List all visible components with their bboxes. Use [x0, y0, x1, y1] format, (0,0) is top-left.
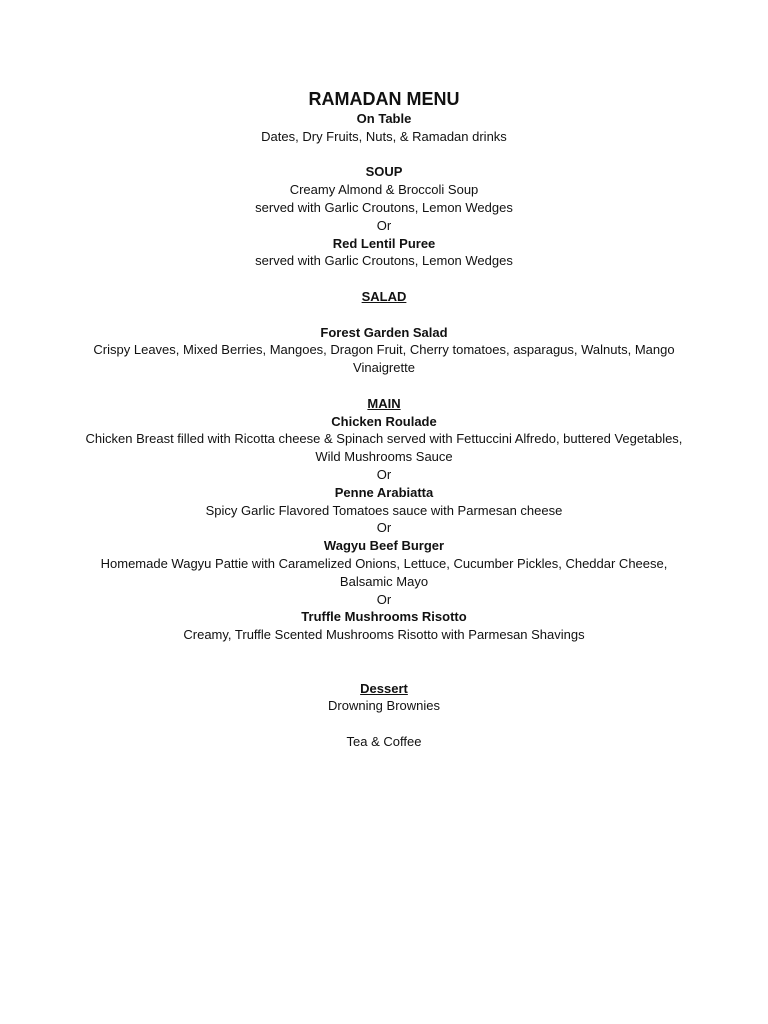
- salad-heading: SALAD: [361, 288, 407, 304]
- on-table-items: Dates, Dry Fruits, Nuts, & Ramadan drinks: [261, 128, 507, 144]
- soup-option-1-name: Creamy Almond & Broccoli Soup: [289, 182, 479, 198]
- salad-desc: Crispy Leaves, Mixed Berries, Mangoes, Dragon Fruit, Cherry tomatoes, asparagus, Walnuts, Mango Vinaigrette: [93, 342, 675, 376]
- main-item-4-name: Truffle Mushrooms Risotto: [301, 609, 467, 625]
- main-item-3-desc: Homemade Wagyu Pattie with Caramelized Onions, Lettuce, Cucumber Pickles, Cheddar Cheese, Balsamic Mayo: [100, 555, 668, 589]
- dessert-heading: Dessert: [360, 680, 408, 696]
- menu-title: RAMADAN MENU: [308, 89, 460, 109]
- main-or: Or: [376, 520, 392, 536]
- main-item-4-desc: Creamy, Truffle Scented Mushrooms Risotto with Parmesan Shavings: [183, 627, 585, 643]
- dessert-item: Drowning Brownies: [328, 698, 440, 714]
- on-table-heading: On Table: [356, 111, 412, 126]
- main-or: Or: [376, 591, 392, 607]
- salad-name: Forest Garden Salad: [320, 324, 448, 340]
- soup-or: Or: [376, 217, 392, 233]
- soup-option-2-desc: served with Garlic Croutons, Lemon Wedges: [255, 253, 513, 269]
- main-item-2-desc: Spicy Garlic Flavored Tomatoes sauce with Parmesan cheese: [205, 502, 563, 518]
- soup-option-2-name: Red Lentil Puree: [332, 235, 436, 251]
- soup-heading: SOUP: [365, 164, 403, 180]
- menu-content: [84, 88, 684, 751]
- main-heading: MAIN: [367, 395, 401, 411]
- main-item-3-name: Wagyu Beef Burger: [323, 538, 445, 554]
- soup-option-1-desc: served with Garlic Croutons, Lemon Wedges: [255, 199, 513, 215]
- main-item-1-name: Chicken Roulade: [331, 413, 437, 429]
- main-item-1-desc: Chicken Breast filled with Ricotta cheese & Spinach served with Fettuccini Alfredo, buttered Vegetables, Wild Mushrooms Sauce: [85, 431, 683, 465]
- beverage-item: Tea & Coffee: [346, 733, 422, 749]
- main-or: Or: [376, 466, 392, 482]
- main-item-2-name: Penne Arabiatta: [334, 484, 434, 500]
